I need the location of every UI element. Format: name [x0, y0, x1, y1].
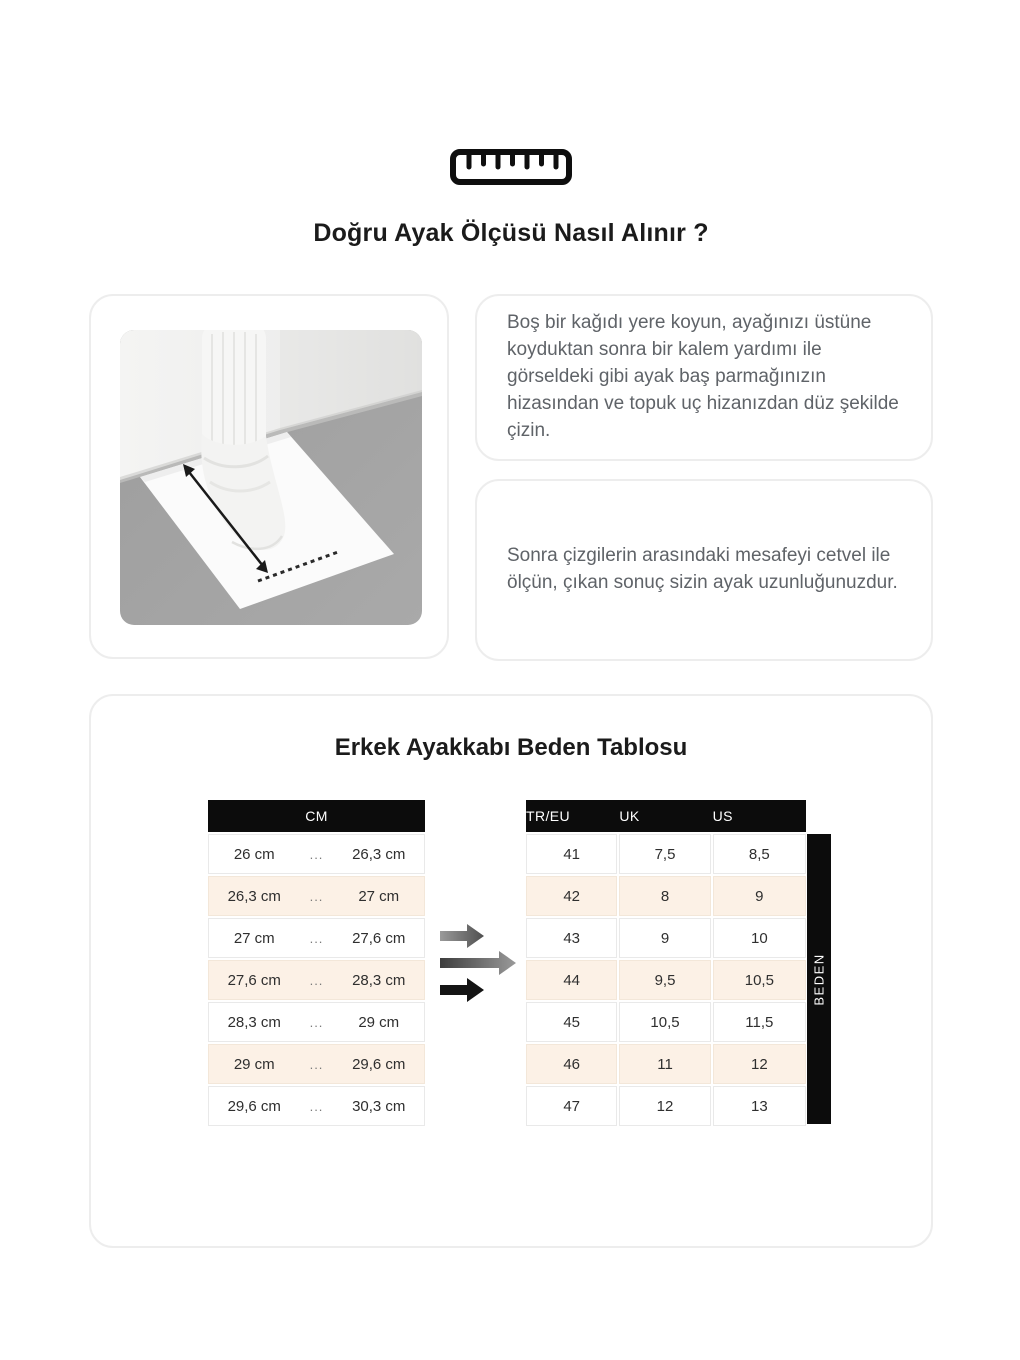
- size-conversion-table: [526, 800, 806, 1128]
- size-conversion-group: [526, 800, 831, 1128]
- cm-to: 28,3 cm: [352, 971, 406, 989]
- size-tables: [208, 800, 931, 1128]
- tr-eu-value: 45: [526, 1002, 617, 1042]
- instruction-step-1: Boş bir kağıdı yere koyun, ayağınızı üstüne koyduktan sonra bir kalem yardımı ile görseldeki gibi ayak baş parmağınızın hizasından ve topuk uç hizanızdan düz şekilde çizin.: [507, 312, 899, 441]
- tr-eu-value: 47: [526, 1086, 617, 1126]
- cm-to: 27 cm: [358, 887, 400, 905]
- cm-from: 29 cm: [233, 1055, 275, 1073]
- beden-vertical-label: [807, 834, 831, 1124]
- size-row: [526, 1086, 806, 1126]
- cm-table: [208, 800, 425, 1128]
- howto-text-column: [475, 294, 933, 661]
- tr-eu-value: 46: [526, 1044, 617, 1084]
- cm-to: 29 cm: [358, 1013, 400, 1031]
- cm-from: 28,3 cm: [227, 1013, 281, 1031]
- tr-eu-value: 42: [526, 876, 617, 916]
- us-value: 9: [713, 876, 806, 916]
- cm-to: 26,3 cm: [352, 845, 406, 863]
- cm-row: [208, 960, 425, 1000]
- cm-row: [208, 876, 425, 916]
- us-value: 13: [713, 1086, 806, 1126]
- range-separator: ...: [309, 930, 324, 946]
- us-value: 10: [713, 918, 806, 958]
- size-table-title: Erkek Ayakkabı Beden Tablosu: [334, 734, 688, 761]
- uk-value: 9,5: [619, 960, 710, 1000]
- cm-from: 27,6 cm: [227, 971, 281, 989]
- cm-row: [208, 1044, 425, 1084]
- tr-eu-value: 44: [526, 960, 617, 1000]
- cm-from: 26 cm: [233, 845, 275, 863]
- tr-eu-value: 43: [526, 918, 617, 958]
- size-guide-page: [87, 0, 933, 1248]
- page-title: Doğru Ayak Ölçüsü Nasıl Alınır ?: [313, 219, 709, 247]
- cm-row: [208, 918, 425, 958]
- cm-to: 30,3 cm: [352, 1097, 406, 1115]
- header-tr-eu: TR/EU: [526, 808, 570, 824]
- size-row: [526, 1002, 806, 1042]
- uk-value: 10,5: [619, 1002, 710, 1042]
- us-value: 12: [713, 1044, 806, 1084]
- range-separator: ...: [309, 972, 324, 988]
- beden-label-text: BEDEN: [811, 952, 827, 1006]
- instruction-step-2: Sonra çizgilerin arasındaki mesafeyi cetvel ile ölçün, çıkan sonuç sizin ayak uzunluğunuzdur.: [507, 545, 898, 593]
- us-value: 8,5: [713, 834, 806, 874]
- ruler-icon: [449, 148, 573, 191]
- cm-from: 29,6 cm: [227, 1097, 281, 1115]
- header-uk: UK: [619, 808, 640, 824]
- cm-row: [208, 834, 425, 874]
- instruction-card-1: [475, 294, 933, 461]
- page-header: [89, 0, 933, 248]
- size-row: [526, 918, 806, 958]
- size-row: [526, 960, 806, 1000]
- range-separator: ...: [309, 1098, 324, 1114]
- uk-value: 9: [619, 918, 710, 958]
- cm-to: 27,6 cm: [352, 929, 406, 947]
- us-value: 10,5: [713, 960, 806, 1000]
- cm-row: [208, 1002, 425, 1042]
- measurement-photo-card: [89, 294, 449, 659]
- range-separator: ...: [309, 1056, 324, 1072]
- transfer-arrows-icon: [438, 919, 518, 1010]
- header-us: US: [712, 808, 733, 824]
- uk-value: 11: [619, 1044, 710, 1084]
- cm-from: 26,3 cm: [227, 887, 281, 905]
- uk-value: 7,5: [619, 834, 710, 874]
- range-separator: ...: [309, 1014, 324, 1030]
- size-row: [526, 876, 806, 916]
- uk-value: 12: [619, 1086, 710, 1126]
- instruction-card-2: [475, 479, 933, 661]
- foot-measurement-photo: [120, 330, 422, 625]
- cm-row: [208, 1086, 425, 1126]
- size-table-header: [526, 800, 806, 832]
- range-separator: ...: [309, 888, 324, 904]
- range-separator: ...: [309, 846, 324, 862]
- size-table-card: [89, 694, 933, 1248]
- cm-to: 29,6 cm: [352, 1055, 406, 1073]
- howto-section: [89, 294, 933, 661]
- size-row: [526, 1044, 806, 1084]
- uk-value: 8: [619, 876, 710, 916]
- tr-eu-value: 41: [526, 834, 617, 874]
- cm-table-header: CM: [208, 800, 425, 832]
- cm-from: 27 cm: [233, 929, 275, 947]
- us-value: 11,5: [713, 1002, 806, 1042]
- size-row: [526, 834, 806, 874]
